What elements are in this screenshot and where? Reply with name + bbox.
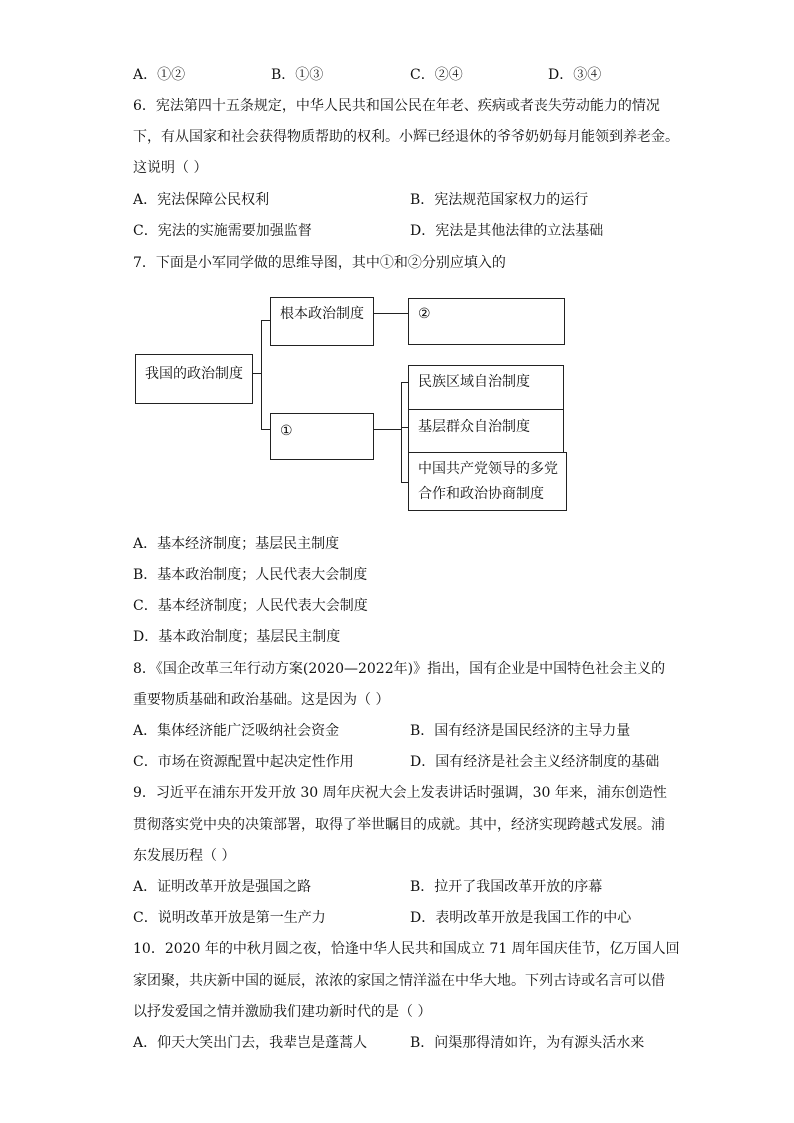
- q6-option-c: C．宪法的实施需要加强监督: [133, 223, 312, 239]
- q10-stem-line-1: 10．2020 年的中秋月圆之夜，恰逢中华人民共和国成立 71 周年国庆佳节，亿万国人回: [133, 941, 680, 957]
- connector-upper-child: [374, 313, 408, 314]
- q9-stem-line-1: 9．习近平在浦东开发开放 30 周年庆祝大会上发表讲话时强调，30 年来，浦东创造性: [133, 785, 667, 801]
- mindmap-child-box-2: [408, 409, 564, 453]
- q5-option-d: D．③④: [548, 67, 602, 83]
- connector-child-3: [401, 482, 408, 483]
- q10-option-a: A．仰天大笑出门去，我辈岂是蓬蒿人: [133, 1035, 368, 1051]
- connector-root: [253, 373, 261, 374]
- q7-option-a: A．基本经济制度；基层民主制度: [133, 536, 340, 552]
- mindmap-lower-box: [270, 413, 374, 460]
- mindmap-upper-label: 根本政治制度: [280, 306, 364, 322]
- q6-option-d: D．宪法是其他法律的立法基础: [410, 223, 604, 239]
- q10-stem-line-2: 家团聚，共庆新中国的诞辰，浓浓的家国之情洋溢在中华大地。下列古诗或名言可以借: [133, 973, 665, 989]
- q6-stem-line-2: 下，有从国家和社会获得物质帮助的权利。小辉已经退休的爷爷奶奶每月能领到养老金。: [133, 129, 679, 145]
- mindmap-child-label-3b: 合作和政治协商制度: [418, 486, 544, 502]
- q8-stem-line-2: 重要物质基础和政治基础。这是因为（ ）: [133, 692, 390, 708]
- q8-option-d: D．国有经济是社会主义经济制度的基础: [410, 754, 660, 770]
- q10-option-b: B．问渠那得清如许，为有源头活水来: [410, 1035, 645, 1051]
- q9-stem-line-2: 贯彻落实党中央的决策部署，取得了举世瞩目的成就。其中，经济实现跨越式发展。浦: [133, 817, 665, 833]
- q10-stem-line-3: 以抒发爱国之情并激励我们建功新时代的是（ ）: [133, 1004, 432, 1020]
- q5-option-b: B．①③: [271, 67, 324, 83]
- mindmap-child-label-2: 基层群众自治制度: [418, 419, 530, 435]
- mindmap-root-box: [135, 354, 253, 404]
- q8-option-a: A．集体经济能广泛吸纳社会资金: [133, 723, 340, 739]
- q6-stem-line-3: 这说明（ ）: [133, 160, 208, 176]
- mindmap-upper-box: [270, 297, 374, 346]
- q5-option-a: A．①②: [133, 67, 186, 83]
- q9-option-d: D．表明改革开放是我国工作的中心: [410, 910, 632, 926]
- q6-option-b: B．宪法规范国家权力的运行: [410, 192, 589, 208]
- connector-child-1: [401, 382, 408, 383]
- q6-stem-line-1: 6．宪法第四十五条规定，中华人民共和国公民在年老、疾病或者丧失劳动能力的情况: [133, 98, 660, 114]
- q9-option-b: B．拉开了我国改革开放的序幕: [410, 879, 603, 895]
- mindmap-lower-label: ①: [280, 423, 293, 439]
- q8-option-b: B．国有经济是国民经济的主导力量: [410, 723, 631, 739]
- mindmap-child-label-3a: 中国共产党领导的多党: [418, 461, 558, 477]
- q7-stem: 7．下面是小军同学做的思维导图，其中①和②分别应填入的: [133, 255, 506, 271]
- q7-option-b: B．基本政治制度；人民代表大会制度: [133, 567, 368, 583]
- q9-option-c: C．说明改革开放是第一生产力: [133, 910, 326, 926]
- connector-lower-vertical: [401, 382, 402, 482]
- mindmap-child-label-1: 民族区域自治制度: [418, 374, 530, 390]
- mindmap-child-box-1: [408, 365, 564, 410]
- q8-option-c: C．市场在资源配置中起决定性作用: [133, 754, 354, 770]
- q9-stem-line-3: 东发展历程（ ）: [133, 848, 236, 864]
- q6-option-a: A．宪法保障公民权利: [133, 192, 270, 208]
- mindmap-upper-child-box: [408, 298, 565, 345]
- mindmap-child-box-3: [408, 452, 567, 511]
- connector-upper: [261, 320, 270, 321]
- mindmap-upper-child-label: ②: [418, 306, 431, 322]
- q7-option-c: C．基本经济制度；人民代表大会制度: [133, 598, 368, 614]
- q9-option-a: A．证明改革开放是强国之路: [133, 879, 312, 895]
- connector-child-2: [401, 427, 408, 428]
- connector-lower-children: [374, 429, 401, 430]
- mindmap-root-label: 我国的政治制度: [145, 366, 243, 382]
- connector-root-vertical: [261, 320, 262, 430]
- connector-lower: [261, 429, 270, 430]
- q8-stem-line-1: 8．《国企改革三年行动方案(2020—2022年)》指出，国有企业是中国特色社会主义的: [133, 661, 666, 677]
- q5-option-c: C．②④: [410, 67, 463, 83]
- q7-option-d: D．基本政治制度；基层民主制度: [133, 629, 341, 645]
